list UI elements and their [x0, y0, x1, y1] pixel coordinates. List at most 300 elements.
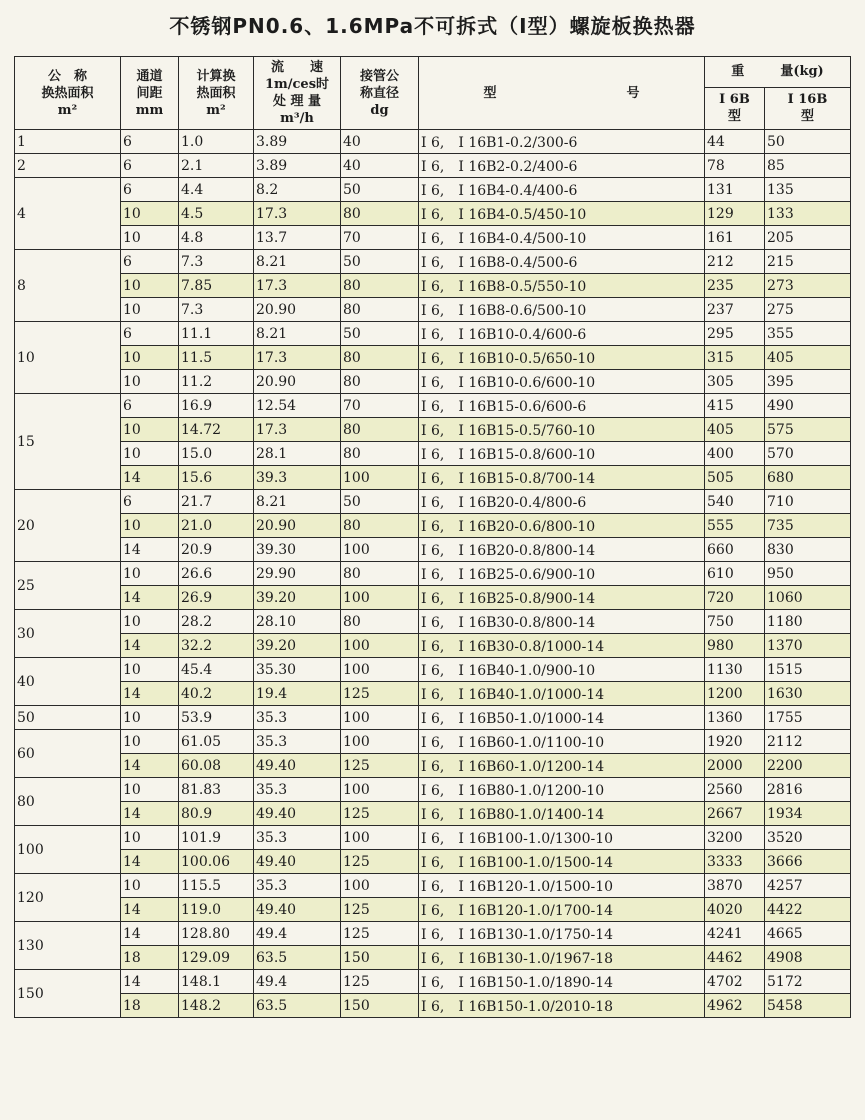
- pipe-diameter-cell: 100: [341, 466, 419, 490]
- table-row: [15, 706, 851, 730]
- model-cell: Ⅰ 6, Ⅰ 16B30-0.8/1000-14: [419, 634, 705, 658]
- channel-gap-cell: 10: [121, 730, 179, 754]
- calc-area-cell: 60.08: [179, 754, 254, 778]
- weight-i16b-cell: 50: [765, 130, 851, 154]
- weight-i16b-cell: 4422: [765, 898, 851, 922]
- model-cell: Ⅰ 6, Ⅰ 16B150-1.0/1890-14: [419, 970, 705, 994]
- table-row: [15, 202, 851, 226]
- channel-gap-cell: 14: [121, 586, 179, 610]
- channel-gap-cell: 10: [121, 298, 179, 322]
- model-cell: Ⅰ 6, Ⅰ 16B120-1.0/1500-10: [419, 874, 705, 898]
- weight-i6b-cell: 4962: [705, 994, 765, 1018]
- weight-i6b-cell: 3200: [705, 826, 765, 850]
- weight-i6b-cell: 237: [705, 298, 765, 322]
- pipe-diameter-cell: 100: [341, 706, 419, 730]
- calc-area-cell: 11.2: [179, 370, 254, 394]
- pipe-diameter-cell: 50: [341, 490, 419, 514]
- channel-gap-cell: 10: [121, 874, 179, 898]
- weight-i6b-cell: 3870: [705, 874, 765, 898]
- table-row: [15, 514, 851, 538]
- model-cell: Ⅰ 6, Ⅰ 16B60-1.0/1100-10: [419, 730, 705, 754]
- flow-cell: 29.90: [254, 562, 341, 586]
- table-row: [15, 634, 851, 658]
- calc-area-cell: 14.72: [179, 418, 254, 442]
- table-row: [15, 490, 851, 514]
- nominal-area-cell: 40: [15, 658, 121, 706]
- weight-i6b-cell: 131: [705, 178, 765, 202]
- channel-gap-cell: 6: [121, 178, 179, 202]
- table-row: [15, 442, 851, 466]
- model-cell: Ⅰ 6, Ⅰ 16B120-1.0/1700-14: [419, 898, 705, 922]
- channel-gap-cell: 6: [121, 394, 179, 418]
- weight-i6b-cell: 405: [705, 418, 765, 442]
- pipe-diameter-cell: 150: [341, 994, 419, 1018]
- channel-gap-cell: 14: [121, 538, 179, 562]
- flow-cell: 17.3: [254, 202, 341, 226]
- nominal-area-cell: 30: [15, 610, 121, 658]
- weight-i6b-cell: 505: [705, 466, 765, 490]
- header-calc-area: 计算换 热面积 m²: [179, 57, 254, 130]
- table-row: [15, 658, 851, 682]
- table-row: [15, 418, 851, 442]
- model-cell: Ⅰ 6, Ⅰ 16B4-0.4/400-6: [419, 178, 705, 202]
- weight-i16b-cell: 405: [765, 346, 851, 370]
- model-cell: Ⅰ 6, Ⅰ 16B25-0.8/900-14: [419, 586, 705, 610]
- table-row: [15, 466, 851, 490]
- channel-gap-cell: 10: [121, 826, 179, 850]
- calc-area-cell: 128.80: [179, 922, 254, 946]
- weight-i6b-cell: 2000: [705, 754, 765, 778]
- flow-cell: 49.40: [254, 898, 341, 922]
- model-cell: Ⅰ 6, Ⅰ 16B15-0.5/760-10: [419, 418, 705, 442]
- nominal-area-cell: 8: [15, 250, 121, 322]
- weight-i6b-cell: 4702: [705, 970, 765, 994]
- weight-i16b-cell: 275: [765, 298, 851, 322]
- pipe-diameter-cell: 125: [341, 922, 419, 946]
- calc-area-cell: 1.0: [179, 130, 254, 154]
- weight-i16b-cell: 205: [765, 226, 851, 250]
- channel-gap-cell: 10: [121, 778, 179, 802]
- flow-cell: 28.1: [254, 442, 341, 466]
- calc-area-cell: 148.1: [179, 970, 254, 994]
- pipe-diameter-cell: 40: [341, 130, 419, 154]
- weight-i6b-cell: 44: [705, 130, 765, 154]
- channel-gap-cell: 14: [121, 466, 179, 490]
- weight-i16b-cell: 710: [765, 490, 851, 514]
- pipe-diameter-cell: 70: [341, 394, 419, 418]
- channel-gap-cell: 10: [121, 274, 179, 298]
- weight-i16b-cell: 1755: [765, 706, 851, 730]
- channel-gap-cell: 18: [121, 946, 179, 970]
- model-cell: Ⅰ 6, Ⅰ 16B80-1.0/1200-10: [419, 778, 705, 802]
- table-row: [15, 850, 851, 874]
- pipe-diameter-cell: 80: [341, 298, 419, 322]
- weight-i16b-cell: 395: [765, 370, 851, 394]
- table-body: [15, 130, 851, 1018]
- pipe-diameter-cell: 80: [341, 514, 419, 538]
- calc-area-cell: 21.0: [179, 514, 254, 538]
- pipe-diameter-cell: 70: [341, 226, 419, 250]
- model-cell: Ⅰ 6, Ⅰ 16B20-0.4/800-6: [419, 490, 705, 514]
- flow-cell: 8.2: [254, 178, 341, 202]
- calc-area-cell: 21.7: [179, 490, 254, 514]
- calc-area-cell: 2.1: [179, 154, 254, 178]
- flow-cell: 49.4: [254, 970, 341, 994]
- nominal-area-cell: 25: [15, 562, 121, 610]
- flow-cell: 3.89: [254, 154, 341, 178]
- channel-gap-cell: 6: [121, 154, 179, 178]
- calc-area-cell: 4.5: [179, 202, 254, 226]
- flow-cell: 20.90: [254, 298, 341, 322]
- table-row: [15, 826, 851, 850]
- table-row: [15, 730, 851, 754]
- model-cell: Ⅰ 6, Ⅰ 16B30-0.8/800-14: [419, 610, 705, 634]
- pipe-diameter-cell: 100: [341, 778, 419, 802]
- pipe-diameter-cell: 80: [341, 562, 419, 586]
- model-cell: Ⅰ 6, Ⅰ 16B8-0.5/550-10: [419, 274, 705, 298]
- flow-cell: 8.21: [254, 250, 341, 274]
- model-cell: Ⅰ 6, Ⅰ 16B4-0.4/500-10: [419, 226, 705, 250]
- flow-cell: 35.30: [254, 658, 341, 682]
- flow-cell: 19.4: [254, 682, 341, 706]
- calc-area-cell: 11.1: [179, 322, 254, 346]
- weight-i6b-cell: 4462: [705, 946, 765, 970]
- model-cell: Ⅰ 6, Ⅰ 16B15-0.6/600-6: [419, 394, 705, 418]
- weight-i16b-cell: 135: [765, 178, 851, 202]
- table-row: [15, 778, 851, 802]
- flow-cell: 8.21: [254, 322, 341, 346]
- weight-i16b-cell: 1515: [765, 658, 851, 682]
- calc-area-cell: 101.9: [179, 826, 254, 850]
- table-row: [15, 250, 851, 274]
- header-pipe-diameter: 接管公 称直径 dg: [341, 57, 419, 130]
- weight-i16b-cell: 2200: [765, 754, 851, 778]
- weight-i16b-cell: 1934: [765, 802, 851, 826]
- flow-cell: 35.3: [254, 826, 341, 850]
- calc-area-cell: 40.2: [179, 682, 254, 706]
- pipe-diameter-cell: 100: [341, 826, 419, 850]
- header-channel-gap: 通道 间距 mm: [121, 57, 179, 130]
- channel-gap-cell: 10: [121, 514, 179, 538]
- weight-i6b-cell: 540: [705, 490, 765, 514]
- weight-i6b-cell: 4241: [705, 922, 765, 946]
- heat-exchanger-spec-table: [14, 56, 851, 1018]
- nominal-area-cell: 15: [15, 394, 121, 490]
- flow-cell: 49.40: [254, 754, 341, 778]
- table-row: [15, 538, 851, 562]
- nominal-area-cell: 120: [15, 874, 121, 922]
- calc-area-cell: 100.06: [179, 850, 254, 874]
- nominal-area-cell: 50: [15, 706, 121, 730]
- model-cell: Ⅰ 6, Ⅰ 16B8-0.6/500-10: [419, 298, 705, 322]
- header-weight-i6b: Ⅰ 6B 型: [705, 87, 765, 130]
- table-row: [15, 322, 851, 346]
- calc-area-cell: 119.0: [179, 898, 254, 922]
- weight-i16b-cell: 575: [765, 418, 851, 442]
- pipe-diameter-cell: 100: [341, 586, 419, 610]
- header-nominal-area: 公 称 换热面积 m²: [15, 57, 121, 130]
- channel-gap-cell: 10: [121, 610, 179, 634]
- table-row: [15, 994, 851, 1018]
- calc-area-cell: 129.09: [179, 946, 254, 970]
- table-row: [15, 754, 851, 778]
- channel-gap-cell: 10: [121, 346, 179, 370]
- weight-i6b-cell: 400: [705, 442, 765, 466]
- flow-cell: 49.40: [254, 802, 341, 826]
- weight-i16b-cell: 3666: [765, 850, 851, 874]
- pipe-diameter-cell: 50: [341, 322, 419, 346]
- channel-gap-cell: 14: [121, 802, 179, 826]
- header-weight-i16b: Ⅰ 16B 型: [765, 87, 851, 130]
- channel-gap-cell: 10: [121, 658, 179, 682]
- channel-gap-cell: 14: [121, 922, 179, 946]
- pipe-diameter-cell: 50: [341, 250, 419, 274]
- table-row: [15, 274, 851, 298]
- model-cell: Ⅰ 6, Ⅰ 16B10-0.4/600-6: [419, 322, 705, 346]
- weight-i16b-cell: 2816: [765, 778, 851, 802]
- nominal-area-cell: 4: [15, 178, 121, 250]
- weight-i6b-cell: 980: [705, 634, 765, 658]
- calc-area-cell: 26.6: [179, 562, 254, 586]
- table-row: [15, 610, 851, 634]
- flow-cell: 17.3: [254, 418, 341, 442]
- header-flow-capacity: 流 速 1m/ces时 处 理 量 m³/h: [254, 57, 341, 130]
- nominal-area-cell: 2: [15, 154, 121, 178]
- weight-i16b-cell: 133: [765, 202, 851, 226]
- weight-i6b-cell: 129: [705, 202, 765, 226]
- flow-cell: 20.90: [254, 514, 341, 538]
- model-cell: Ⅰ 6, Ⅰ 16B150-1.0/2010-18: [419, 994, 705, 1018]
- weight-i6b-cell: 555: [705, 514, 765, 538]
- table-row: [15, 922, 851, 946]
- flow-cell: 35.3: [254, 874, 341, 898]
- pipe-diameter-cell: 80: [341, 202, 419, 226]
- weight-i16b-cell: 570: [765, 442, 851, 466]
- weight-i16b-cell: 2112: [765, 730, 851, 754]
- channel-gap-cell: 10: [121, 562, 179, 586]
- flow-cell: 39.20: [254, 634, 341, 658]
- table-row: [15, 946, 851, 970]
- calc-area-cell: 16.9: [179, 394, 254, 418]
- calc-area-cell: 26.9: [179, 586, 254, 610]
- channel-gap-cell: 14: [121, 970, 179, 994]
- channel-gap-cell: 14: [121, 634, 179, 658]
- flow-cell: 49.40: [254, 850, 341, 874]
- flow-cell: 35.3: [254, 706, 341, 730]
- flow-cell: 49.4: [254, 922, 341, 946]
- pipe-diameter-cell: 100: [341, 634, 419, 658]
- channel-gap-cell: 10: [121, 226, 179, 250]
- calc-area-cell: 81.83: [179, 778, 254, 802]
- channel-gap-cell: 10: [121, 706, 179, 730]
- weight-i16b-cell: 4665: [765, 922, 851, 946]
- model-cell: Ⅰ 6, Ⅰ 16B10-0.5/650-10: [419, 346, 705, 370]
- weight-i16b-cell: 273: [765, 274, 851, 298]
- weight-i6b-cell: 415: [705, 394, 765, 418]
- model-cell: Ⅰ 6, Ⅰ 16B40-1.0/900-10: [419, 658, 705, 682]
- weight-i16b-cell: 490: [765, 394, 851, 418]
- channel-gap-cell: 6: [121, 322, 179, 346]
- weight-i6b-cell: 4020: [705, 898, 765, 922]
- flow-cell: 3.89: [254, 130, 341, 154]
- weight-i6b-cell: 1130: [705, 658, 765, 682]
- pipe-diameter-cell: 125: [341, 898, 419, 922]
- table-row: [15, 898, 851, 922]
- calc-area-cell: 115.5: [179, 874, 254, 898]
- weight-i6b-cell: 212: [705, 250, 765, 274]
- weight-i16b-cell: 3520: [765, 826, 851, 850]
- model-cell: Ⅰ 6, Ⅰ 16B20-0.6/800-10: [419, 514, 705, 538]
- table-row: [15, 394, 851, 418]
- pipe-diameter-cell: 150: [341, 946, 419, 970]
- channel-gap-cell: 14: [121, 682, 179, 706]
- calc-area-cell: 7.85: [179, 274, 254, 298]
- calc-area-cell: 7.3: [179, 298, 254, 322]
- pipe-diameter-cell: 80: [341, 370, 419, 394]
- nominal-area-cell: 130: [15, 922, 121, 970]
- model-cell: Ⅰ 6, Ⅰ 16B20-0.8/800-14: [419, 538, 705, 562]
- pipe-diameter-cell: 40: [341, 154, 419, 178]
- model-cell: Ⅰ 6, Ⅰ 16B130-1.0/1967-18: [419, 946, 705, 970]
- model-cell: Ⅰ 6, Ⅰ 16B4-0.5/450-10: [419, 202, 705, 226]
- weight-i6b-cell: 750: [705, 610, 765, 634]
- model-cell: Ⅰ 6, Ⅰ 16B100-1.0/1300-10: [419, 826, 705, 850]
- weight-i6b-cell: 720: [705, 586, 765, 610]
- weight-i16b-cell: 215: [765, 250, 851, 274]
- flow-cell: 63.5: [254, 946, 341, 970]
- table-row: [15, 226, 851, 250]
- flow-cell: 12.54: [254, 394, 341, 418]
- pipe-diameter-cell: 50: [341, 178, 419, 202]
- nominal-area-cell: 80: [15, 778, 121, 826]
- calc-area-cell: 4.8: [179, 226, 254, 250]
- weight-i6b-cell: 1920: [705, 730, 765, 754]
- channel-gap-cell: 18: [121, 994, 179, 1018]
- channel-gap-cell: 14: [121, 898, 179, 922]
- flow-cell: 39.30: [254, 538, 341, 562]
- model-cell: Ⅰ 6, Ⅰ 16B2-0.2/400-6: [419, 154, 705, 178]
- weight-i6b-cell: 295: [705, 322, 765, 346]
- weight-i16b-cell: 830: [765, 538, 851, 562]
- calc-area-cell: 80.9: [179, 802, 254, 826]
- calc-area-cell: 45.4: [179, 658, 254, 682]
- model-cell: Ⅰ 6, Ⅰ 16B15-0.8/600-10: [419, 442, 705, 466]
- flow-cell: 8.21: [254, 490, 341, 514]
- model-cell: Ⅰ 6, Ⅰ 16B10-0.6/600-10: [419, 370, 705, 394]
- weight-i16b-cell: 950: [765, 562, 851, 586]
- model-cell: Ⅰ 6, Ⅰ 16B8-0.4/500-6: [419, 250, 705, 274]
- weight-i16b-cell: 1060: [765, 586, 851, 610]
- channel-gap-cell: 6: [121, 250, 179, 274]
- calc-area-cell: 7.3: [179, 250, 254, 274]
- calc-area-cell: 53.9: [179, 706, 254, 730]
- weight-i16b-cell: 1630: [765, 682, 851, 706]
- table-row: [15, 682, 851, 706]
- model-cell: Ⅰ 6, Ⅰ 16B1-0.2/300-6: [419, 130, 705, 154]
- table-row: [15, 874, 851, 898]
- weight-i16b-cell: 85: [765, 154, 851, 178]
- flow-cell: 17.3: [254, 274, 341, 298]
- weight-i6b-cell: 235: [705, 274, 765, 298]
- nominal-area-cell: 150: [15, 970, 121, 1018]
- nominal-area-cell: 100: [15, 826, 121, 874]
- model-cell: Ⅰ 6, Ⅰ 16B25-0.6/900-10: [419, 562, 705, 586]
- weight-i16b-cell: 4257: [765, 874, 851, 898]
- table-row: [15, 178, 851, 202]
- pipe-diameter-cell: 80: [341, 610, 419, 634]
- pipe-diameter-cell: 125: [341, 970, 419, 994]
- weight-i6b-cell: 161: [705, 226, 765, 250]
- weight-i6b-cell: 1360: [705, 706, 765, 730]
- pipe-diameter-cell: 100: [341, 874, 419, 898]
- weight-i6b-cell: 2560: [705, 778, 765, 802]
- flow-cell: 28.10: [254, 610, 341, 634]
- weight-i16b-cell: 355: [765, 322, 851, 346]
- flow-cell: 35.3: [254, 730, 341, 754]
- table-row: [15, 298, 851, 322]
- weight-i6b-cell: 3333: [705, 850, 765, 874]
- header-model: 型 号: [419, 57, 705, 130]
- pipe-diameter-cell: 125: [341, 802, 419, 826]
- model-cell: Ⅰ 6, Ⅰ 16B40-1.0/1000-14: [419, 682, 705, 706]
- weight-i16b-cell: 1370: [765, 634, 851, 658]
- nominal-area-cell: 1: [15, 130, 121, 154]
- table-row: [15, 970, 851, 994]
- pipe-diameter-cell: 80: [341, 346, 419, 370]
- table-row: [15, 562, 851, 586]
- channel-gap-cell: 10: [121, 418, 179, 442]
- weight-i6b-cell: 610: [705, 562, 765, 586]
- calc-area-cell: 15.0: [179, 442, 254, 466]
- channel-gap-cell: 14: [121, 754, 179, 778]
- pipe-diameter-cell: 100: [341, 730, 419, 754]
- channel-gap-cell: 6: [121, 490, 179, 514]
- weight-i6b-cell: 2667: [705, 802, 765, 826]
- table-row: [15, 586, 851, 610]
- calc-area-cell: 61.05: [179, 730, 254, 754]
- model-cell: Ⅰ 6, Ⅰ 16B130-1.0/1750-14: [419, 922, 705, 946]
- nominal-area-cell: 20: [15, 490, 121, 562]
- model-cell: Ⅰ 6, Ⅰ 16B60-1.0/1200-14: [419, 754, 705, 778]
- weight-i16b-cell: 735: [765, 514, 851, 538]
- nominal-area-cell: 10: [15, 322, 121, 394]
- calc-area-cell: 4.4: [179, 178, 254, 202]
- calc-area-cell: 11.5: [179, 346, 254, 370]
- flow-cell: 20.90: [254, 370, 341, 394]
- weight-i6b-cell: 660: [705, 538, 765, 562]
- table-row: [15, 154, 851, 178]
- weight-i16b-cell: 4908: [765, 946, 851, 970]
- document-title: 不锈钢PN0.6、1.6MPa不可拆式（Ⅰ型）螺旋板换热器: [169, 14, 696, 38]
- table-row: [15, 346, 851, 370]
- table-row: [15, 802, 851, 826]
- nominal-area-cell: 60: [15, 730, 121, 778]
- flow-cell: 39.20: [254, 586, 341, 610]
- header-weight: 重 量(kg): [705, 57, 851, 88]
- channel-gap-cell: 6: [121, 130, 179, 154]
- model-cell: Ⅰ 6, Ⅰ 16B50-1.0/1000-14: [419, 706, 705, 730]
- flow-cell: 17.3: [254, 346, 341, 370]
- model-cell: Ⅰ 6, Ⅰ 16B15-0.8/700-14: [419, 466, 705, 490]
- calc-area-cell: 32.2: [179, 634, 254, 658]
- weight-i16b-cell: 5172: [765, 970, 851, 994]
- pipe-diameter-cell: 125: [341, 754, 419, 778]
- weight-i16b-cell: 5458: [765, 994, 851, 1018]
- flow-cell: 13.7: [254, 226, 341, 250]
- pipe-diameter-cell: 125: [341, 682, 419, 706]
- table-row: [15, 130, 851, 154]
- calc-area-cell: 28.2: [179, 610, 254, 634]
